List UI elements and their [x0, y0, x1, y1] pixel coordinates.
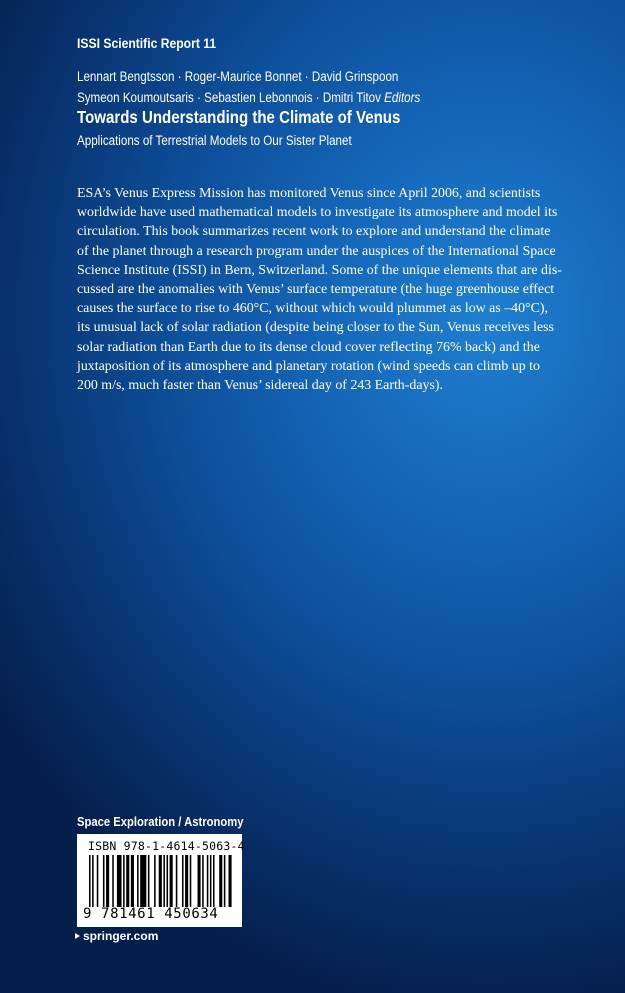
isbn-barcode: [77, 834, 245, 927]
description-blurb: [77, 184, 577, 395]
blurb-line: cussed are the anomalies with Venus’ surface temperature (the huge greenhouse effect: [77, 282, 555, 298]
isbn-text: ISBN 978-1-4614-5063-4: [88, 839, 245, 853]
blurb-line: solar radiation than Earth due to its dense cloud cover reflecting 76% back) and the: [77, 339, 540, 355]
editors-block: [77, 66, 420, 108]
isbn-digits: 9 781461 450634: [83, 906, 219, 922]
book-subtitle: Applications of Terrestrial Models to Our Sister Planet: [77, 133, 352, 148]
publisher-link[interactable]: [75, 929, 158, 943]
blurb-line: worldwide have used mathematical models to investigate its atmosphere and model its: [77, 205, 558, 221]
blurb-line: juxtaposition of its atmosphere and planetary rotation (wind speeds can climb up to: [77, 358, 540, 374]
publisher-link-text: springer.com: [83, 929, 159, 943]
editors-line-1: Lennart Bengtsson · Roger-Maurice Bonnet · David Grinspoon: [77, 69, 399, 84]
editors-names: Symeon Koumoutsaris · Sebastien Lebonnois · Dmitri Titov: [77, 90, 381, 105]
blurb-line: 200 m/s, much faster than Venus’ sidereal day of 243 Earth-days).: [77, 378, 443, 394]
blurb-line: causes the surface to rise to 460°C, without which would plummet as low as –40°C),: [77, 301, 548, 317]
editors-role: Editors: [384, 90, 421, 105]
blurb-line: of the planet through a research program under the auspices of the International Space: [77, 243, 556, 259]
arrow-right-icon: [75, 933, 80, 939]
book-title: Towards Understanding the Climate of Venus: [77, 107, 401, 127]
editors-line-2: [77, 87, 420, 108]
series-label: ISSI Scientific Report 11: [77, 36, 217, 51]
barcode-bars: [87, 855, 232, 913]
subject-category: Space Exploration / Astronomy: [77, 815, 244, 829]
blurb-line: its unusual lack of solar radiation (despite being closer to the Sun, Venus receives less: [77, 320, 554, 336]
blurb-line: ESA’s Venus Express Mission has monitored Venus since April 2006, and scientists: [77, 186, 541, 201]
blurb-line: Science Institute (ISSI) in Bern, Switzerland. Some of the unique elements that are dis-: [77, 262, 562, 278]
blurb-line: circulation. This book summarizes recent work to explore and understand the climate: [77, 224, 551, 240]
